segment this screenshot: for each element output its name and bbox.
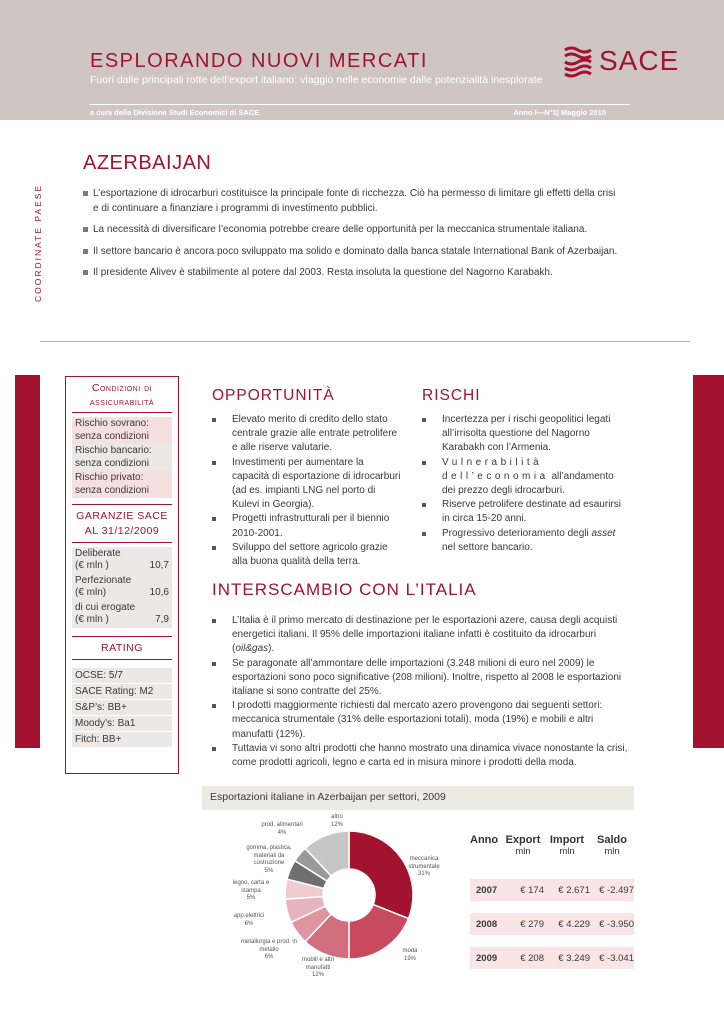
list-item: Progressivo deterioramento degli asset nel settore bancario. [420, 527, 628, 555]
sace-logo [563, 44, 679, 78]
sidebar-divider [72, 636, 172, 637]
intro-list [83, 187, 623, 288]
sidebar-divider [72, 504, 172, 505]
table-row: 2007 € 174 € 2.671 € -2.497 [470, 879, 634, 901]
table-row: 2009 € 208 € 3.249 € -3.041 [470, 947, 634, 969]
exports-pie-chart [202, 812, 467, 992]
section-divider [40, 341, 690, 342]
pie-label: moda 19% [402, 948, 418, 962]
chart-title: Esportazioni italiane in Azerbaijan per settori, 2009 [202, 786, 634, 810]
pie-label: mobili e altri manufatti 12% [301, 957, 334, 978]
trade-table [470, 834, 634, 969]
risks-title: RISCHI [422, 387, 481, 404]
sidebar-divider [72, 659, 172, 660]
list-item: Incertezza per i rischi geopolitici legati all’irrisolta questione del Nagorno Karabakh con l’Armenia. [420, 413, 628, 456]
pie-label: metallurgia e prod. in metallo 6% [240, 939, 298, 960]
condition-bank: Rischio bancario: senza condizioni [72, 444, 172, 471]
list-item: Se paragonate all’ammontare delle importazioni (3.248 milioni di euro nel 2009) le esportazioni sono poco significative (208 milioni). Inoltre, rispetto al 2008 le esportazioni italiane si sono contratte del 25%. [210, 657, 628, 700]
publication-title: ESPLORANDO NUOVI MERCATI [90, 50, 428, 72]
list-item: Investimenti per aumentare la capacità di esportazione di idrocarburi (ad es. impianti LNG nel porto di Kulevi in Georgia). [210, 456, 402, 513]
trade-title: INTERSCAMBIO CON L’ITALIA [212, 580, 477, 599]
sidebar-divider [72, 412, 172, 413]
guarantee-perfezionate: Perfezionate (€ mln) 10,6 [72, 574, 172, 601]
list-item: Tuttavia vi sono altri prodotti che hanno mostrato una dinamica vivace nonostante la crisi, come prodotti agricoli, legno e carta ed in misura minore i prodotti della moda. [210, 742, 628, 770]
rating-ocse: OCSE: 5/7 [72, 668, 172, 684]
header-band [0, 0, 724, 120]
sace-wave-icon [563, 44, 593, 78]
trade-list [210, 614, 628, 770]
right-accent-bar [693, 375, 724, 748]
table-header: Anno Export mln Import mln Saldo mln [470, 834, 627, 857]
opportunities-list [210, 413, 402, 569]
list-item: I prodotti maggiormente richiesti dal mercato azero provengono dai seguenti settori: meccanica strumentale (31% delle esportazioni totali), moda (19%) e mobili e altri manufatti (12%). [210, 699, 628, 742]
guarantees-title: GARANZIE SACE AL 31/12/2009 [76, 510, 168, 537]
rating-sp: S&P’s: BB+ [72, 700, 172, 716]
list-item: Riserve petrolifere destinate ad esaurirsi in circa 15-20 anni. [420, 498, 628, 526]
intro-item: Il settore bancario è ancora poco sviluppato ma solido e dominato dalla banca statale International Bank of Azerbaijan. [83, 245, 623, 260]
risks-list [420, 413, 628, 555]
publication-credit: a cura della Divisione Studi Economici di SACE [90, 108, 260, 117]
pie-label: meccanica strumentale 31% [408, 856, 440, 877]
pie-label: gomma, plastica, materiali da costruzione 5% [246, 845, 292, 874]
guarantee-deliberate: Deliberate (€ mln ) 10,7 [72, 547, 172, 574]
guarantee-erogate: di cui erogate (€ mln ) 7,9 [72, 601, 172, 628]
side-section-label: COORDINATE PAESE [33, 183, 43, 302]
rating-title: RATING [101, 641, 143, 654]
country-title: AZERBAIJAN [83, 152, 212, 174]
intro-item: Il presidente Alivev è stabilmente al potere dal 2003. Resta insoluta la questione del Nagorno Karabakh. [83, 266, 623, 281]
pie-label: legno, carta e stampa 5% [232, 880, 270, 901]
info-sidebar [65, 376, 179, 774]
list-item: Vulnerabilità dell’economia all’andamento dei prezzo degli idrocarburi. [420, 456, 628, 499]
list-item: Elevato merito di credito dello stato centrale grazie alle entrate petrolifere e alle riserve valutarie. [210, 413, 402, 456]
conditions-title: Condizioni di assicurabilità [89, 382, 155, 409]
condition-private: Rischio privato: senza condizioni [72, 471, 172, 498]
intro-item: La necessità di diversificare l’economia potrebbe creare delle opportunità per la meccanica strumentale italiana. [83, 223, 623, 238]
pie-label: prod. alimentari 4% [261, 822, 303, 836]
pie-label: app.elettrici 6% [233, 913, 265, 927]
left-accent-bar [15, 375, 40, 748]
publication-subtitle: Fuori dalle principali rotte dell’export italiano: viaggio nelle economie dalle potenzialità inesplorate [90, 74, 543, 86]
list-item: L’Italia è il primo mercato di destinazione per le esportazioni azere, causa degli acquisti energetici italiani. Il 95% delle importazioni italiane infatti è costituito da idrocarburi (oil&gas). [210, 614, 628, 657]
list-item: Progetti infrastrutturali per il biennio 2010-2001. [210, 512, 402, 540]
publication-issue: Anno I—N°1| Maggio 2010 [513, 108, 606, 117]
table-row: 2008 € 279 € 4.229 € -3.950 [470, 913, 634, 935]
list-item: Sviluppo del settore agricolo grazie alla buona qualità della terra. [210, 541, 402, 569]
condition-sovereign: Rischio sovrano: senza condizioni [72, 417, 172, 444]
intro-item: L’esportazione di idrocarburi costituisce la principale fonte di ricchezza. Ciò ha permesso di limitare gli effetti della crisi e di continuare a finanziare i programmi di investimento pubblici. [83, 187, 623, 216]
pie-label: altro 12% [330, 814, 343, 828]
sidebar-divider [72, 542, 172, 543]
rating-sace: SACE Rating: M2 [72, 684, 172, 700]
rating-fitch: Fitch: BB+ [72, 732, 172, 748]
header-divider [90, 104, 630, 105]
opportunities-title: OPPORTUNITÀ [212, 387, 335, 404]
rating-moodys: Moody’s: Ba1 [72, 716, 172, 732]
logo-wordmark: SACE [599, 45, 680, 76]
